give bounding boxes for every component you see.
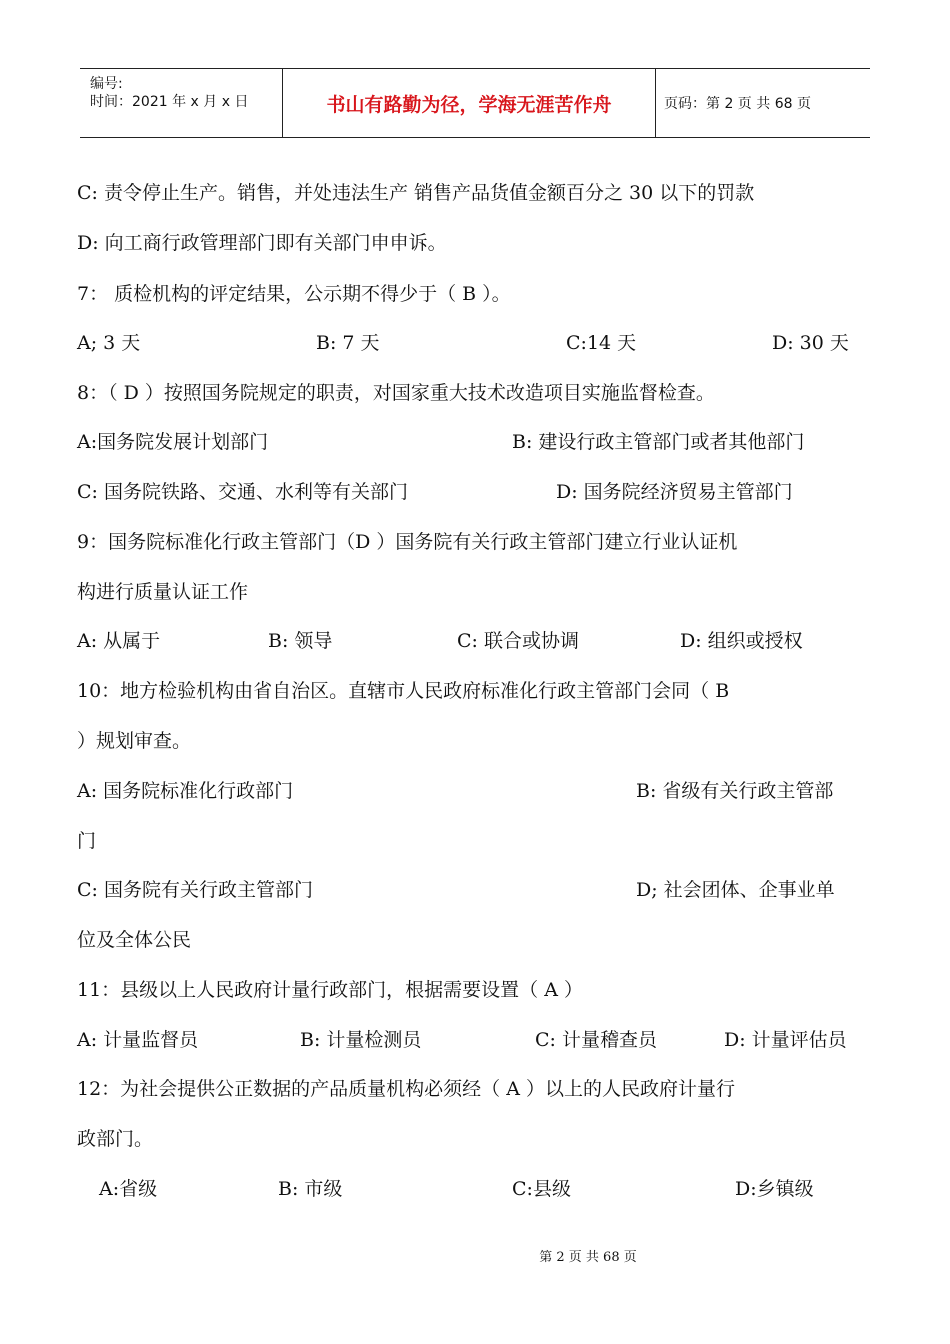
q12-option-c: C:县级 (512, 1178, 571, 1200)
question-11: 11：县级以上人民政府计量行政部门，根据需要设置（ A ） (77, 979, 583, 1001)
header-time-label: 时间：2021 年 x 月 x 日 (90, 94, 249, 110)
q12-option-a: A:省级 (99, 1178, 158, 1200)
q11-option-d: D: 计量评估员 (724, 1029, 847, 1051)
q8-option-d: D: 国务院经济贸易主管部门 (556, 481, 793, 503)
q10-option-d-continued: 位及全体公民 (77, 929, 192, 951)
q7-option-c: C:14 天 (566, 332, 637, 354)
question-10-line2: ）规划审查。 (77, 730, 192, 752)
text-line-d-option: D: 向工商行政管理部门即有关部门申申诉。 (77, 232, 447, 254)
q9-option-d: D: 组织或授权 (680, 630, 803, 652)
q9-option-b: B: 领导 (268, 630, 333, 652)
q8-option-c: C: 国务院铁路、交通、水利等有关部门 (77, 481, 408, 503)
q9-option-a: A: 从属于 (77, 630, 161, 652)
question-8: 8：（ D ）按照国务院规定的职责，对国家重大技术改造项目实施监督检查。 (77, 382, 715, 404)
text-line-c-option: C: 责令停止生产。销售，并处违法生产 销售产品货值金额百分之 30 以下的罚款 (77, 182, 755, 204)
question-12-line2: 政部门。 (77, 1128, 154, 1150)
question-9-line1: 9：国务院标准化行政主管部门（D ）国务院有关行政主管部门建立行业认证机 (77, 531, 738, 553)
q10-option-d: D; 社会团体、企事业单 (636, 879, 835, 901)
q7-option-d: D: 30 天 (772, 332, 849, 354)
q11-option-c: C: 计量稽查员 (535, 1029, 657, 1051)
q7-option-a: A; 3 天 (77, 332, 141, 354)
page-footer (0, 1246, 950, 1265)
q11-option-b: B: 计量检测员 (300, 1029, 422, 1051)
q10-option-a: A: 国务院标准化行政部门 (77, 780, 294, 802)
header-page-info: 页码：第 2 页 共 68 页 (664, 96, 811, 112)
header-motto: 书山有路勤为径，学海无涯苦作舟 (282, 69, 656, 137)
question-7: 7： 质检机构的评定结果，公示期不得少于（ B ）。 (77, 283, 511, 305)
q12-option-d: D:乡镇级 (735, 1178, 814, 1200)
header-meta (80, 69, 282, 137)
question-9-line2: 构进行质量认证工作 (77, 581, 249, 603)
header-number-label: 编号: (90, 76, 123, 92)
q12-option-b: B: 市级 (278, 1178, 343, 1200)
question-12-line1: 12：为社会提供公正数据的产品质量机构必须经（ A ）以上的人民政府计量行 (77, 1078, 735, 1100)
page-header (80, 68, 870, 138)
q8-option-b: B: 建设行政主管部门或者其他部门 (512, 431, 805, 453)
q10-option-b: B: 省级有关行政主管部 (636, 780, 834, 802)
q10-option-b-continued: 门 (77, 830, 97, 852)
q10-option-c: C: 国务院有关行政主管部门 (77, 879, 313, 901)
q8-option-a: A:国务院发展计划部门 (77, 431, 269, 453)
q11-option-a: A: 计量监督员 (77, 1029, 199, 1051)
footer-page-number: 第 2 页 共 68 页 (539, 1250, 637, 1265)
q9-option-c: C: 联合或协调 (457, 630, 579, 652)
q7-option-b: B: 7 天 (316, 332, 380, 354)
question-10-line1: 10：地方检验机构由省自治区。直辖市人民政府标准化行政主管部门会同（ B (77, 680, 730, 702)
